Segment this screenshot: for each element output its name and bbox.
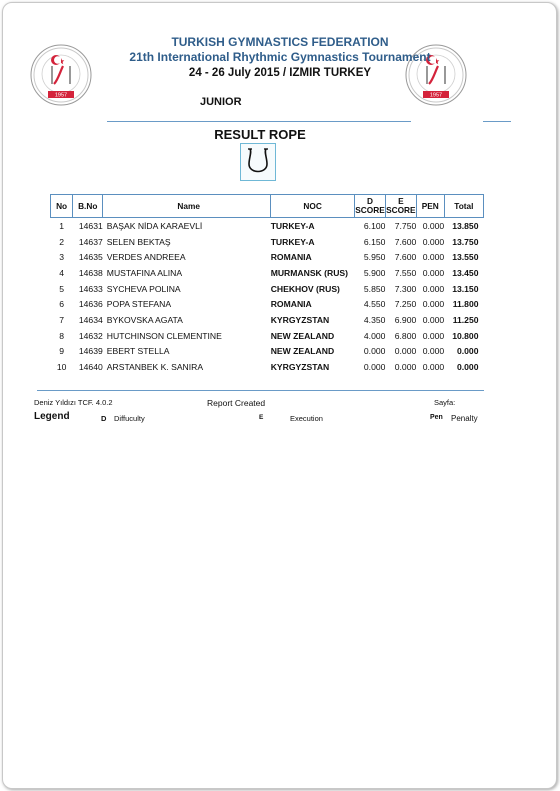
legend-code-pen: Pen [430, 414, 443, 421]
logo-year-right: 1957 [429, 92, 443, 99]
row-d-score: 6.150 [363, 236, 386, 247]
row-d-score: 0.000 [363, 346, 386, 357]
table-row [51, 281, 484, 297]
report-created: Report Created [207, 398, 266, 408]
row-d-score: 0.000 [363, 362, 386, 373]
row-noc: ROMANIA [270, 299, 312, 310]
col-e-line1: E [398, 196, 404, 206]
col-d-score [355, 195, 386, 218]
rope-icon [241, 144, 275, 180]
col-pen: PEN [416, 195, 444, 218]
col-d-line2: SCORE [355, 205, 385, 215]
table-header-row [51, 195, 484, 218]
col-e-score [385, 195, 416, 218]
row-name: POPA STEFANA [106, 299, 172, 310]
row-no: 3 [59, 252, 64, 263]
table-row [51, 296, 484, 312]
row-no: 9 [59, 346, 64, 357]
table-row [51, 265, 484, 281]
row-noc: TURKEY-A [270, 236, 315, 247]
row-name: ARSTANBEK K. SANIRA [106, 362, 204, 373]
row-noc: NEW ZEALAND [270, 330, 335, 341]
row-name: SELEN BEKTAŞ [106, 236, 171, 247]
table-row [51, 234, 484, 250]
col-bno: B.No [73, 195, 103, 218]
row-bno: 14640 [78, 362, 103, 373]
row-e-score: 7.250 [394, 299, 417, 310]
federation-logo-left [30, 44, 92, 106]
row-no: 1 [59, 220, 64, 231]
row-e-score: 7.600 [394, 236, 417, 247]
table-row [51, 359, 484, 375]
dates-location: 24 - 26 July 2015 / IZMIR TURKEY [188, 67, 372, 79]
row-e-score: 7.750 [394, 220, 417, 231]
footer-rule [37, 390, 484, 391]
row-pen: 0.000 [422, 299, 445, 310]
row-name: MUSTAFINA ALINA [106, 267, 183, 278]
software-version: Deniz Yıldızı TCF. 4.0.2 [34, 398, 113, 407]
row-noc: TURKEY-A [270, 220, 315, 231]
row-name: BYKOVSKA AGATA [106, 314, 183, 325]
row-pen: 0.000 [422, 283, 445, 294]
row-total: 11.800 [452, 299, 479, 310]
apparatus-box [240, 143, 276, 181]
legend-code-d: D [101, 414, 107, 423]
row-noc: KYRGYZSTAN [270, 314, 330, 325]
row-bno: 14635 [78, 252, 103, 263]
row-no: 8 [59, 330, 64, 341]
row-name: EBERT STELLA [106, 346, 170, 357]
row-total: 0.000 [456, 346, 479, 357]
row-total: 11.250 [452, 314, 479, 325]
row-total: 13.750 [452, 236, 479, 247]
logo-year-left: 1957 [54, 92, 68, 99]
row-pen: 0.000 [422, 252, 445, 263]
row-e-score: 6.900 [394, 314, 417, 325]
row-pen: 0.000 [422, 267, 445, 278]
table-row [51, 328, 484, 344]
row-no: 5 [59, 283, 64, 294]
row-d-score: 4.350 [363, 314, 386, 325]
legend-code-e: E [259, 414, 264, 421]
legend-title: Legend [34, 411, 70, 422]
row-name: SYCHEVA POLINA [106, 283, 181, 294]
legend-text-e: Execution [290, 414, 323, 423]
row-bno: 14636 [78, 299, 103, 310]
row-total: 13.850 [452, 220, 479, 231]
row-e-score: 0.000 [394, 346, 417, 357]
header-rule-right [483, 121, 511, 122]
row-noc: MURMANSK (RUS) [270, 267, 349, 278]
row-d-score: 4.000 [363, 330, 386, 341]
row-noc: NEW ZEALAND [270, 346, 335, 357]
row-bno: 14632 [78, 330, 103, 341]
row-total: 10.800 [452, 330, 479, 341]
col-total: Total [444, 195, 483, 218]
row-noc: ROMANIA [270, 252, 312, 263]
row-total: 13.150 [452, 283, 479, 294]
row-no: 10 [56, 362, 67, 373]
row-e-score: 0.000 [394, 362, 417, 373]
row-noc: KYRGYZSTAN [270, 362, 330, 373]
col-no: No [51, 195, 73, 218]
row-e-score: 6.800 [394, 330, 417, 341]
federation-title: TURKISH GYMNASTICS FEDERATION [171, 35, 389, 49]
row-bno: 14637 [78, 236, 103, 247]
row-e-score: 7.300 [394, 283, 417, 294]
row-e-score: 7.550 [394, 267, 417, 278]
row-bno: 14631 [78, 220, 103, 231]
tournament-title: 21th International Rhythmic Gymnastics Tournament [129, 50, 431, 64]
col-d-line1: D [367, 196, 373, 206]
row-total: 13.550 [452, 252, 479, 263]
row-name: VERDES ANDREEA [106, 252, 186, 263]
row-d-score: 6.100 [363, 220, 386, 231]
col-noc: NOC [271, 195, 355, 218]
row-total: 13.450 [452, 267, 479, 278]
row-name: HUTCHINSON CLEMENTINE [106, 330, 222, 341]
category-label: JUNIOR [200, 96, 242, 108]
table-row [51, 312, 484, 328]
row-pen: 0.000 [422, 220, 445, 231]
header-rule [107, 121, 411, 122]
legend-text-d: Diffuculty [114, 414, 145, 423]
col-name: Name [103, 195, 271, 218]
row-d-score: 4.550 [363, 299, 386, 310]
row-no: 2 [59, 236, 64, 247]
results-table [50, 194, 484, 375]
page-label: Sayfa: [434, 398, 456, 407]
table-row [51, 344, 484, 360]
row-bno: 14639 [78, 346, 103, 357]
result-title: RESULT ROPE [214, 127, 306, 142]
row-total: 0.000 [456, 362, 479, 373]
row-pen: 0.000 [422, 314, 445, 325]
row-pen: 0.000 [422, 362, 445, 373]
row-d-score: 5.900 [363, 267, 386, 278]
row-no: 6 [59, 299, 64, 310]
row-bno: 14634 [78, 314, 103, 325]
table-row [51, 249, 484, 265]
row-bno: 14633 [78, 283, 103, 294]
row-name: BAŞAK NİDA KARAEVLİ [106, 220, 203, 231]
row-no: 4 [59, 267, 64, 278]
row-d-score: 5.950 [363, 252, 386, 263]
legend-text-pen: Penalty [451, 414, 478, 423]
row-no: 7 [59, 314, 64, 325]
row-bno: 14638 [78, 267, 103, 278]
row-pen: 0.000 [422, 330, 445, 341]
row-pen: 0.000 [422, 346, 445, 357]
col-e-line2: SCORE [386, 205, 416, 215]
row-e-score: 7.600 [394, 252, 417, 263]
row-noc: CHEKHOV (RUS) [270, 283, 340, 294]
row-pen: 0.000 [422, 236, 445, 247]
table-row [51, 218, 484, 234]
row-d-score: 5.850 [363, 283, 386, 294]
